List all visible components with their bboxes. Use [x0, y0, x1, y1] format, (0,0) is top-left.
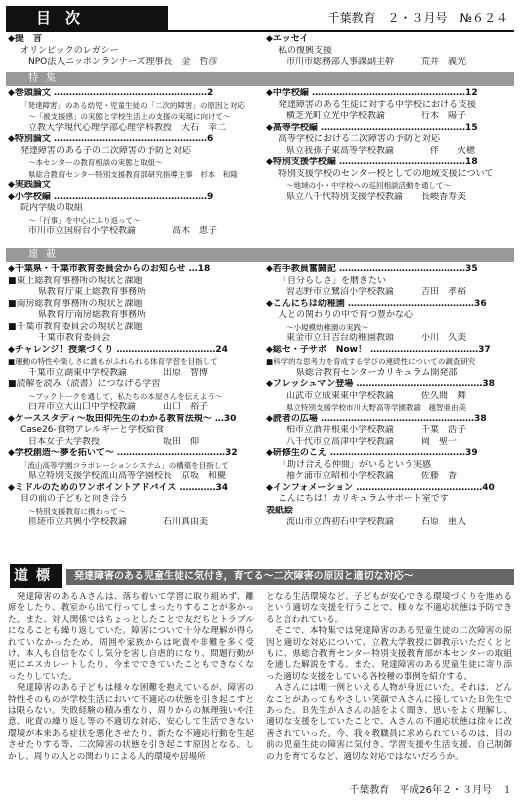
toc-line: 八千代市立高津中学校教諭 岡 聖一 — [286, 436, 458, 447]
toc-line: 県立特別支援学校流山高等学園校長 京坂 和慶 — [28, 471, 227, 481]
journal-issue: 千葉教育 ２・３月号 №６２４ — [327, 11, 508, 25]
toc-line: ～小規模幼稚園の実践～ — [286, 322, 369, 332]
toc-section-head[interactable]: ◆ミドルのためのワンポイントアドバイス …………34 — [8, 482, 229, 493]
entry-title[interactable]: 私の復興支援 — [278, 45, 333, 56]
toc-section-head[interactable]: ◆学校創造～夢を拓いて～ ………………………………32 — [8, 448, 238, 458]
toc-line: 県立八千代特別支援学校教諭 長峻香寿美 — [286, 191, 467, 202]
toc-section-head[interactable]: ◆実践論文 — [8, 180, 51, 190]
section-head: ◆提 言 — [8, 34, 42, 44]
toc-section-head[interactable]: ◆若手教員奮闘記 ……………………………………35 — [266, 264, 478, 274]
toc-section-head[interactable]: ◆フレッシュマン登場 ……………………………………38 — [266, 379, 495, 389]
toc-section-head[interactable]: ◆インフォメーション ……………………………………40 — [266, 482, 495, 493]
toc-section-head[interactable]: ◆小学校編 ……………………………………………9 — [8, 191, 214, 202]
doho-mark: 道標 — [10, 564, 62, 588]
toc-line: 流山市立西初石中学校教諭 石原 重人 — [286, 517, 467, 527]
toc-section-head[interactable]: ◆千葉県・千葉市教育委員会からのお知らせ …18 — [8, 264, 211, 274]
toc-line: 人との関わりの中で育つ豊かな心 — [278, 310, 414, 320]
serial-left-list — [8, 264, 256, 529]
toc-line: 目の前の子どもと向き合う — [20, 494, 129, 504]
toc-line: 発達障害のある生徒に対する中学校における支援 — [278, 99, 477, 110]
toc-section-head[interactable]: ◆チャレンジ！授業づくり ……………………………24 — [8, 344, 228, 355]
toc-line: 匝瑳市立共興小学校教諭 石川真由美 — [28, 517, 209, 527]
toc-line: 特別支援学校のセンター校としての地域支援について — [278, 168, 494, 179]
toc-line: ～本センターの教育相談の実態と取組～ — [28, 158, 163, 167]
editorial-title: 発達障害のある児童生徒に気付き，育てる～二次障害の原因と適切な対応～ — [66, 569, 514, 585]
toc-line: 立教大学現代心理学部心理学科教授 大石 幸二 — [28, 122, 227, 133]
toc-line: ■南房総教育事務所の現状と課題 — [8, 298, 143, 309]
feature-left-list — [8, 88, 256, 238]
toc-section-head[interactable]: ◆特別論文 ……………………………………………6 — [8, 134, 214, 144]
toc-line: 袖ケ浦市立昭和小学校教諭 佐藤 香 — [286, 471, 458, 481]
toc-line: 習志野市立鷺沼小学校教諭 吉田 孝裕 — [286, 287, 467, 297]
toc-line: 市川市立国府台小学校教諭 高木 恵子 — [28, 226, 218, 236]
editorial-body-left: 発達障害のあるＡさんは、落ち着いて学習に取り組めず、離席をしたり、教室から出て行ってしまったりすることが多かった。また、対人関係ではちょっとしたことで友だちとトラブルになることも繰り返していた。障害について十分な理解が得られていなかったため、周囲や家族からは叱責や非難を多く受け、本人も自信をなくし気分を害し自虐的になり、問題行動が更にエスカレートしたり、今までできていたこともできなくなったりしていた。 発達障害のある子どもは様々な困難を抱えているが、障害の特性そのものが学校生活において不適応の状態を引き起こすとは限らない。失敗経験の積み重なり、周りからの無理強いや注意、叱責の繰り返し等の不適切な対応、安心して生活できない環境が本来ある症状を悪化させたり、新たな不適応行動を生起させたりする等、二次障害の状態を引き起こす原因となる。しかし、周りの人との関わりによる人的環境や居場所 — [8, 592, 254, 762]
toc-line: 県総合教育センターカリキュラム開発部 — [296, 367, 458, 378]
serial-right-list — [266, 264, 514, 529]
proposal-entry — [8, 34, 256, 69]
footer: 千葉教育 平成26年２・３月号 １ — [349, 785, 512, 796]
entry-author: NPO法人ニッポンランナーズ理事長 金 哲彦 — [28, 57, 218, 67]
toc-line: 県教育庁東上総教育事務所 — [38, 287, 147, 297]
toc-line: 「発達障害」のある幼児・児童生徒の「二次的障害」の原因と対応 — [20, 100, 245, 110]
toc-line: 「自分らしさ」を磨きたい — [278, 275, 387, 286]
toc-section-head[interactable]: ◆中学校編 ……………………………………………12 — [266, 88, 478, 98]
page-title: 目次 — [6, 6, 168, 30]
toc-line: 千葉市立湖東中学校教諭 出原 智博 — [28, 367, 209, 378]
essay-entry — [266, 34, 514, 69]
serial-band: 連載 — [6, 248, 514, 262]
toc-line: 県立我孫子東高等学校教諭 伴 火穂 — [286, 145, 476, 156]
toc-line: 県教育庁南房総教育事務所 — [38, 310, 147, 320]
toc-line: ■運動の特性や楽しさに誰もがふれられる体育学習を目指して — [8, 357, 218, 366]
editorial-banner — [6, 566, 514, 586]
toc-line: 「助け合える仲間」がいるという実感 — [278, 459, 432, 470]
toc-line: ■読解を読み（読書）につなげる学習 — [8, 379, 161, 389]
entry-author: 市川市総務部人事課副主幹 荒井 義光 — [286, 57, 467, 67]
toc-section-head[interactable]: ◆読者の広場 ……………………………………………38 — [266, 413, 487, 424]
toc-line: 横芝光町立光中学校教諭 行木 陽子 — [286, 111, 467, 121]
header-rule — [6, 30, 514, 32]
toc-line: 発達障害のある子の二次障害の予防と対応 — [20, 145, 192, 156]
toc-line: ～「被支援感」の実態と学校生活上の支援の実現に向けて～ — [28, 112, 231, 121]
entry-title[interactable]: オリンピックのレガシー — [20, 45, 119, 56]
toc-line: 日本女子大学教授 坂田 仰 — [28, 436, 200, 447]
toc-section-head[interactable]: ◆研修生のこえ ………………………………………39 — [266, 448, 478, 458]
toc-line: ～「行事」を中心にふり返って～ — [28, 215, 141, 225]
toc-section-head[interactable]: ◆高等学校編 …………………………………………15 — [266, 122, 478, 133]
toc-line: ～ブックトークを通して、私たちの本屋さんを伝えよう～ — [28, 391, 223, 401]
toc-section-head[interactable]: ◆総セ・子サポ Now！ ………………………………37 — [266, 344, 491, 355]
toc-section-head[interactable]: ◆巻頭論文 ……………………………………………2 — [8, 88, 214, 98]
toc-line: 高等学校における二次障害の予防と対応 — [278, 134, 441, 144]
toc-line: こんにちは！カリキュラムサポート室です — [278, 494, 449, 504]
feature-right-list — [266, 88, 514, 203]
toc-line: 県総合教育センター特別支援教育部研究指導主事 杉本 和隆 — [28, 169, 238, 179]
section-head: ◆エッセイ — [266, 34, 309, 44]
header — [6, 6, 514, 32]
feature-band: 特集 — [6, 72, 514, 86]
editorial-body-right: となる生活環境など、子どもが安心できる環境づくりを進めるという適切な支援を行うことで、様々な不適応状態は予防できると言われている。 そこで、本特集では発達障害のある児童生徒の二次障害の原因と適切な対応について、立教大学教授に御教示いただくとともに、県総合教育センター特別支援教育部が本センターの取組を通した解説をする。また、発達障害のある児童生徒に寄り添った適切な支援をしている各校種の事例を紹介する。 Ａさんには唯一例といえる人物が身近にいた。それは、どんなことがあってもやさしい笑顔でＡさんに接していたＢ先生であった。Ｂ先生がＡさんの話をよく聞き、思いをよく理解し、適切な支援をしていたことで、Ａさんの不適応状態は徐々に改善されていった。今、我々教職員に求められているのは、目の前の児童生徒の障害に気付き、学習支援や生活支援、自己制御の力を育てるなど、適切な対応ではないだろうか。 — [266, 592, 512, 762]
toc-line: 「流山高等学園コラボレーションシステム」の構築を目指して — [20, 460, 229, 470]
toc-section-head[interactable]: ◆こんにちは幼稚園 ……………………………………36 — [266, 298, 487, 309]
toc-line: 県立特別支援学校市川大野高等学園教諭 越智亜由美 — [286, 403, 466, 412]
toc-line: ■科学的な思考力を育成する学びの連続性についての調査研究 — [266, 357, 476, 366]
toc-line: 東金市立日吉台幼稚園教頭 小川 久美 — [286, 333, 467, 343]
toc-line: 白井市立大山口中学校教諭 山口 裕子 — [28, 402, 209, 412]
toc-section-head[interactable]: ◆ケーススタディ～坂田仰先生のわかる教育法規～ …30 — [8, 413, 237, 424]
toc-line: 院内学級の取組 — [20, 203, 84, 213]
toc-line: 山武市立成東東中学校教諭 佐久間 舞 — [286, 390, 467, 401]
toc-line: ～特別支援教育に携わって～ — [28, 506, 126, 516]
toc-line: ■東上総教育事務所の現状と課題 — [8, 275, 143, 286]
toc-line: 柏市立酒井根東小学校教諭 千葉 浩子 — [286, 425, 467, 435]
toc-section-head[interactable]: 表紙絵 — [266, 505, 294, 516]
toc-line: ■千葉市教育委員会の現状と課題 — [8, 321, 143, 332]
toc-line: 千葉市教育委員会 — [38, 333, 111, 343]
toc-line: Case26-食物アレルギーと学校給食 — [20, 425, 165, 435]
toc-section-head[interactable]: ◆特別支援学校編 ……………………………………18 — [266, 157, 478, 167]
toc-line: ～地域の小・中学校への巡回相談活動を通して～ — [286, 181, 451, 190]
